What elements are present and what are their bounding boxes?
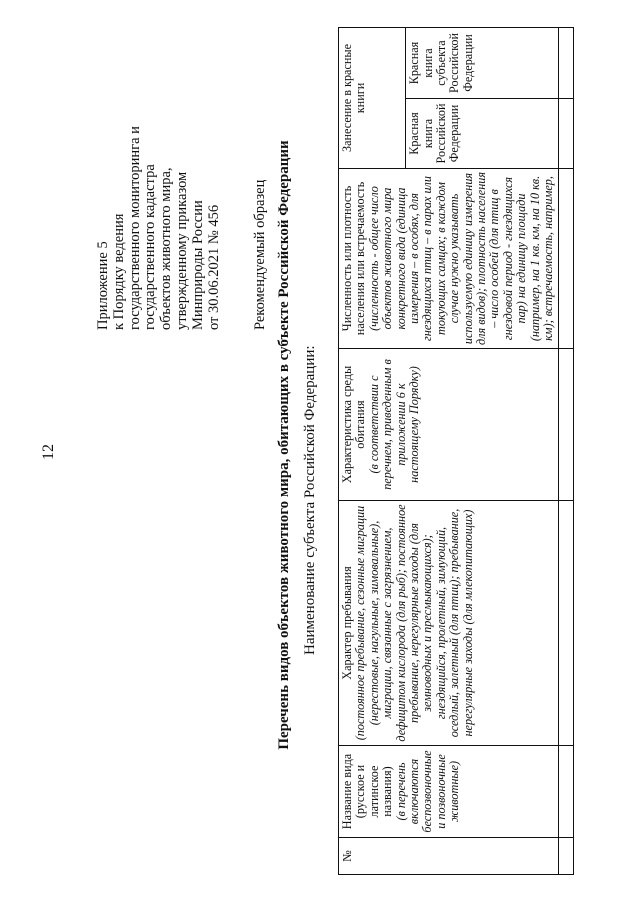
header-red-books [339, 27, 406, 168]
stay-character-title: Характер пребывания [340, 566, 354, 680]
header-red-book-subject [406, 27, 558, 98]
appendix-line: к Порядку ведения [110, 213, 127, 330]
header-stay-character [339, 501, 559, 746]
table-cell [558, 501, 573, 746]
table-row [558, 27, 573, 874]
abundance-title: Численность или плотность населения или встречаемость [340, 181, 368, 336]
table-cell [558, 169, 573, 349]
appendix-line: государственного кадастра [142, 164, 159, 330]
header-species-name [339, 746, 559, 838]
species-table [338, 27, 574, 875]
appendix-line: Приложение 5 [95, 241, 111, 330]
red-book-rf-label: Красная книга Российской Федерации [407, 103, 462, 164]
table-cell [558, 349, 573, 501]
header-abundance [339, 169, 559, 349]
species-name-title: Название вида (русское и латинское названия) [340, 753, 395, 830]
appendix-line: Минприроды России [189, 200, 206, 330]
table-cell [558, 99, 573, 169]
table-cell [558, 838, 573, 875]
appendix-block [96, 10, 222, 330]
abundance-note: (численность - общее число объектов животного мира конкретного вида (единица измерения – в особях, для гнездящихся птиц – в парах или токующих самцах; в каждом случае нужно указывать используемую единицу измерения для видов); плотность населения – число особей (для птиц в гнездовой период - гнездящихся пар) на единицу площади (например, на 1 кв. км, на 10 кв. км); встречаемость, например, [366, 171, 556, 345]
habitat-title: Характеристика среды обитания [340, 365, 368, 484]
header-habitat [339, 349, 559, 501]
header-number-label: № [340, 850, 354, 862]
header-red-book-rf [406, 99, 558, 169]
red-book-subject-label: Красная книга субъекта Российской Федерации [407, 32, 475, 94]
habitat-note: (в соответствии с перечнем, приведенным в приложении 6 к настоящему Порядку) [366, 359, 422, 490]
stay-character-note: (постоянное пребывание, сезонные миграции (нерестовые, нагульные, зимовальные), миграции, связанные с загрязнением, дефицитом кислорода (для рыб); постоянное пребывание, нерегулярные заходы (для земноводных и пресмыкающихся); гнездящийся, пролетный, зимующий, оседлый, залетный (для птиц); пребывание, нерегулярные заходы (для млекопитающих) [353, 504, 475, 742]
appendix-line: объектов животного мира, [158, 167, 175, 330]
page-number: 12 [40, 444, 57, 460]
sample-label: Рекомендуемый образец [252, 179, 268, 330]
document-title: Перечень видов объектов животного мира, обитающих в субъекте Российской Федерации [276, 140, 292, 750]
header-number [339, 838, 559, 875]
table-cell [558, 27, 573, 98]
appendix-line: государственного мониторинга и [126, 126, 143, 330]
red-books-label: Занесение в красные книги [340, 44, 368, 152]
appendix-line: утвержденному приказом [173, 171, 190, 330]
subject-name-line: Наименование субъекта Российской Федерации: [302, 345, 318, 655]
table-cell [558, 746, 573, 838]
appendix-line: от 30.06.2021 № 456 [205, 204, 222, 330]
species-name-note: (в перечень включаются беспозвоночные и позвоночные животные) [393, 750, 462, 833]
